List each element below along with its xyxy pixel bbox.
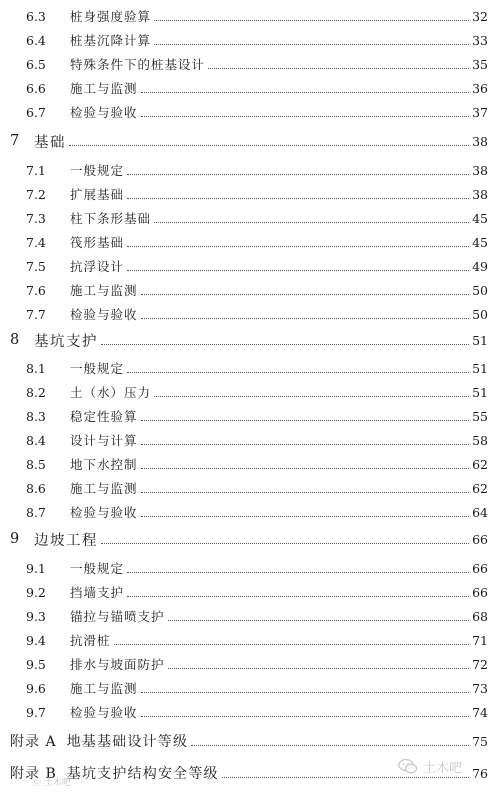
toc-section-row[interactable] <box>0 406 500 426</box>
toc-entry-title: 地下水控制 <box>70 457 138 472</box>
dot-leader <box>101 344 469 345</box>
toc-entry-title: 排水与坡面防护 <box>70 657 165 672</box>
toc-section-row[interactable] <box>0 304 500 324</box>
toc-entry-title: 抗滑桩 <box>70 633 111 648</box>
dot-leader <box>127 198 469 199</box>
toc-entry-number: 9.2 <box>26 584 46 600</box>
dot-leader <box>141 420 470 421</box>
toc-page-number: 75 <box>472 733 488 749</box>
toc-page-number: 66 <box>472 584 488 600</box>
dot-leader <box>141 444 470 445</box>
toc-entry-number: 7 <box>10 133 20 149</box>
toc-section-row[interactable] <box>0 256 500 276</box>
toc-entry-number: 9.4 <box>26 632 46 648</box>
dot-leader <box>127 246 469 247</box>
dot-leader <box>127 596 469 597</box>
toc-entry-title: 桩身强度验算 <box>70 9 152 24</box>
toc-page-number: 37 <box>472 104 488 120</box>
toc-section-row[interactable] <box>0 454 500 474</box>
toc-entry-title: 锚拉与锚喷支护 <box>70 609 165 624</box>
toc-page-number: 38 <box>472 133 488 149</box>
toc-entry-number: 附录 A <box>10 734 57 750</box>
toc-section-row[interactable] <box>0 160 500 180</box>
toc-entry-number: 8.6 <box>26 480 46 496</box>
toc-page-number: 66 <box>472 560 488 576</box>
toc-entry-title: 施工与监测 <box>70 81 138 96</box>
toc-entry-title: 稳定性验算 <box>70 409 138 424</box>
toc-entry-title: 施工与监测 <box>70 283 138 298</box>
toc-entry-title: 检验与验收 <box>70 705 138 720</box>
toc-entry-number: 8.4 <box>26 432 46 448</box>
toc-entry-title: 桩基沉降计算 <box>70 33 152 48</box>
toc-section-row[interactable] <box>0 630 500 650</box>
toc-section-row[interactable] <box>0 502 500 522</box>
toc-page-number: 55 <box>472 408 488 424</box>
toc-entry-title: 基坑支护结构安全等级 <box>66 766 219 782</box>
toc-entry-number: 8.1 <box>26 360 46 376</box>
toc-page-number: 38 <box>472 186 488 202</box>
toc-section-row[interactable] <box>0 654 500 674</box>
toc-entry-title: 检验与验收 <box>70 505 138 520</box>
toc-entry-title: 基础 <box>34 134 66 151</box>
toc-page-number: 51 <box>472 332 488 348</box>
watermark-right <box>398 757 462 776</box>
toc-page-number: 62 <box>472 456 488 472</box>
watermark-left-text: Ⓒ 土木吧 <box>32 778 71 788</box>
dot-leader <box>154 396 469 397</box>
toc-section-row[interactable] <box>0 582 500 602</box>
dot-leader <box>141 492 470 493</box>
toc-page-number: 45 <box>472 234 488 250</box>
toc-entry-title: 特殊条件下的桩基设计 <box>70 57 206 72</box>
dot-leader <box>208 68 469 69</box>
toc-entry-title: 检验与验收 <box>70 307 138 322</box>
toc-entry-number: 7.2 <box>26 186 46 202</box>
toc-entry-number: 8.7 <box>26 504 46 520</box>
dot-leader <box>191 745 469 746</box>
toc-entry-number: 9 <box>10 531 20 547</box>
toc-section-row[interactable] <box>0 54 500 74</box>
toc-page-number: 51 <box>472 384 488 400</box>
dot-leader <box>222 777 469 778</box>
toc-entry-number: 7.4 <box>26 234 46 250</box>
toc-entry-number: 9.1 <box>26 560 46 576</box>
toc-entry-title: 一般规定 <box>70 361 125 376</box>
toc-entry-number: 附录 B <box>10 766 57 782</box>
toc-entry-title: 柱下条形基础 <box>70 211 152 226</box>
dot-leader <box>141 318 470 319</box>
toc-section-row[interactable] <box>0 558 500 578</box>
toc-page-number: 71 <box>472 632 488 648</box>
toc-entry-title: 施工与监测 <box>70 681 138 696</box>
dot-leader <box>141 692 470 693</box>
toc-section-row[interactable] <box>0 6 500 26</box>
toc-chapter-row[interactable] <box>0 330 500 350</box>
toc-entry-title: 扩展基础 <box>70 187 125 202</box>
dot-leader <box>141 294 470 295</box>
toc-section-row[interactable] <box>0 382 500 402</box>
toc-page-number: 72 <box>472 656 488 672</box>
toc-section-row[interactable] <box>0 30 500 50</box>
dot-leader <box>127 174 469 175</box>
toc-entry-number: 6.4 <box>26 32 46 48</box>
dot-leader <box>69 145 469 146</box>
toc-entry-number: 7.1 <box>26 162 46 178</box>
dot-leader <box>127 372 469 373</box>
toc-entry-title: 抗浮设计 <box>70 259 125 274</box>
dot-leader <box>141 92 470 93</box>
dot-leader <box>154 222 469 223</box>
toc-page-number: 58 <box>472 432 488 448</box>
toc-chapter-row[interactable] <box>0 131 500 151</box>
toc-page-number: 50 <box>472 282 488 298</box>
watermark-left <box>32 775 71 788</box>
toc-section-row[interactable] <box>0 232 500 252</box>
toc-section-row[interactable] <box>0 430 500 450</box>
watermark-right-text: 土木吧 <box>423 761 463 776</box>
toc-entry-number: 7.5 <box>26 258 46 274</box>
toc-entry-number: 9.7 <box>26 704 46 720</box>
toc-page-number: 50 <box>472 306 488 322</box>
toc-entry-number: 8.2 <box>26 384 46 400</box>
toc-entry-title: 设计与计算 <box>70 433 138 448</box>
toc-section-row[interactable] <box>0 478 500 498</box>
toc-entry-number: 9.5 <box>26 656 46 672</box>
dot-leader <box>168 620 470 621</box>
toc-page-number: 68 <box>472 608 488 624</box>
dot-leader <box>127 270 469 271</box>
toc-section-row[interactable] <box>0 102 500 122</box>
toc-section-row[interactable] <box>0 702 500 722</box>
toc-section-row[interactable] <box>0 606 500 626</box>
dot-leader <box>127 572 469 573</box>
toc-entry-number: 7.3 <box>26 210 46 226</box>
dot-leader <box>141 468 470 469</box>
toc-section-row[interactable] <box>0 78 500 98</box>
toc-entry-title: 施工与监测 <box>70 481 138 496</box>
toc-section-row[interactable] <box>0 184 500 204</box>
toc-entry-title: 一般规定 <box>70 163 125 178</box>
toc-section-row[interactable] <box>0 280 500 300</box>
toc-chapter-row[interactable] <box>0 529 500 549</box>
toc-entry-title: 筏形基础 <box>70 235 125 250</box>
toc-page-number: 74 <box>472 704 488 720</box>
toc-section-row[interactable] <box>0 358 500 378</box>
toc-page-number: 35 <box>472 56 488 72</box>
toc-page-number: 32 <box>472 8 488 24</box>
dot-leader <box>168 668 470 669</box>
toc-page-number: 73 <box>472 680 488 696</box>
toc-entry-number: 9.6 <box>26 680 46 696</box>
toc-page-number: 49 <box>472 258 488 274</box>
toc-entry-number: 8.3 <box>26 408 46 424</box>
dot-leader <box>114 644 470 645</box>
dot-leader <box>154 20 469 21</box>
dot-leader <box>141 116 470 117</box>
dot-leader <box>101 543 469 544</box>
toc-entry-number: 8.5 <box>26 456 46 472</box>
toc-page-number: 76 <box>472 765 488 781</box>
toc-entry-title: 挡墙支护 <box>70 585 125 600</box>
toc-page-number: 36 <box>472 80 488 96</box>
dot-leader <box>141 716 470 717</box>
toc-entry-number: 8 <box>10 332 20 348</box>
toc-section-row[interactable] <box>0 208 500 228</box>
toc-entry-title: 检验与验收 <box>70 105 138 120</box>
toc-entry-title: 土（水）压力 <box>70 385 152 400</box>
toc-entry-title: 基坑支护 <box>34 333 98 350</box>
toc-page-number: 45 <box>472 210 488 226</box>
toc-appendix-row[interactable] <box>0 731 500 751</box>
toc-page-number: 33 <box>472 32 488 48</box>
toc-section-row[interactable] <box>0 678 500 698</box>
toc-entry-number: 6.6 <box>26 80 46 96</box>
dot-leader <box>154 44 469 45</box>
toc-entry-number: 6.7 <box>26 104 46 120</box>
toc-entry-number: 7.7 <box>26 306 46 322</box>
toc-entry-number: 9.3 <box>26 608 46 624</box>
toc-page-number: 51 <box>472 360 488 376</box>
toc-page-number: 64 <box>472 504 488 520</box>
toc-entry-number: 6.5 <box>26 56 46 72</box>
toc-entry-number: 7.6 <box>26 282 46 298</box>
toc-page-number: 66 <box>472 531 488 547</box>
toc-entry-title: 边坡工程 <box>34 532 98 549</box>
toc-entry-title: 地基基础设计等级 <box>66 734 189 750</box>
wechat-icon <box>398 758 418 775</box>
toc-page-number: 62 <box>472 480 488 496</box>
toc-page-number: 38 <box>472 162 488 178</box>
toc-entry-title: 一般规定 <box>70 561 125 576</box>
dot-leader <box>141 516 470 517</box>
toc-entry-number: 6.3 <box>26 8 46 24</box>
